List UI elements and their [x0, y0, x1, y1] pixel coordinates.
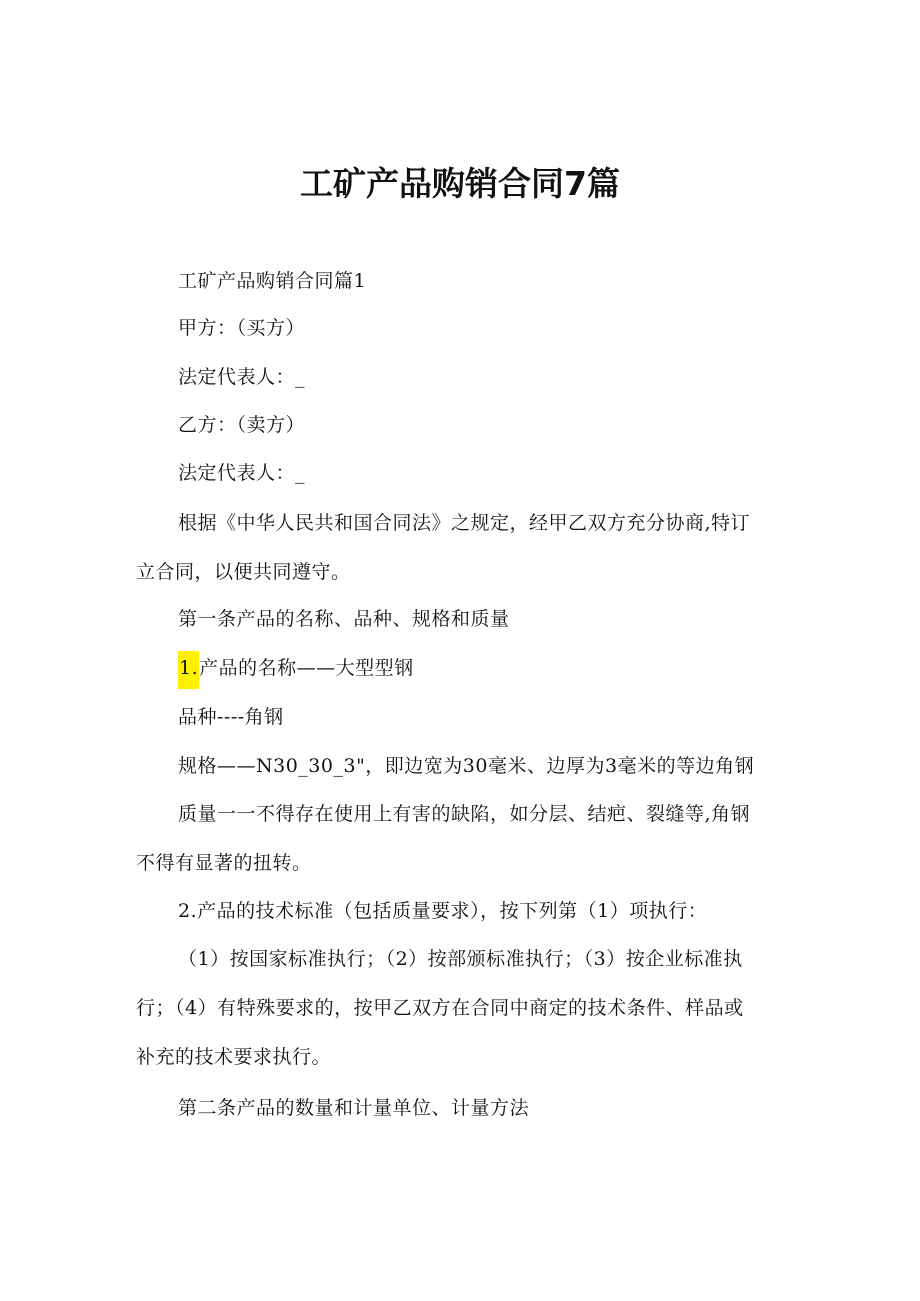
item-2-line: 2.产品的技术标准（包括质量要求），按下列第（1）项执行： — [178, 900, 708, 922]
item-1-number-highlight: 1. — [178, 651, 199, 689]
document-title: 工矿产品购销合同7篇 — [300, 164, 620, 203]
item-1-line — [178, 655, 414, 681]
quality-line-2: 不得有显著的扭转。 — [136, 852, 312, 874]
party-a-line: 甲方：（买方） — [178, 317, 306, 339]
party-a-representative-line: 法定代表人：_ — [178, 366, 306, 388]
standards-line-1: （1）按国家标准执行；（2）按部颁标准执行；（3）按企业标准执 — [178, 948, 743, 970]
section-heading: 工矿产品购销合同篇1 — [178, 270, 367, 292]
preamble-line-1: 根据《中华人民共和国合同法》之规定，经甲乙双方充分协商,特订 — [178, 512, 751, 534]
standards-line-2: 行；（4）有特殊要求的，按甲乙双方在合同中商定的技术条件、样品或 — [136, 997, 744, 1019]
spec-line: 规格——N30_30_3"，即边宽为30毫米、边厚为3毫米的等边角钢 — [178, 755, 755, 777]
article-1-title: 第一条产品的名称、品种、规格和质量 — [178, 608, 510, 630]
preamble-line-2: 立合同，以便共同遵守。 — [136, 561, 351, 583]
item-1-text: 产品的名称——大型型钢 — [199, 657, 414, 679]
quality-line-1: 质量一一不得存在使用上有害的缺陷，如分层、结疤、裂缝等,角钢 — [178, 803, 751, 825]
variety-line: 品种----角钢 — [178, 706, 284, 728]
party-b-line: 乙方：（卖方） — [178, 414, 306, 436]
standards-line-3: 补充的技术要求执行。 — [136, 1046, 332, 1068]
party-b-representative-line: 法定代表人：_ — [178, 462, 306, 484]
article-2-title: 第二条产品的数量和计量单位、计量方法 — [178, 1097, 530, 1119]
